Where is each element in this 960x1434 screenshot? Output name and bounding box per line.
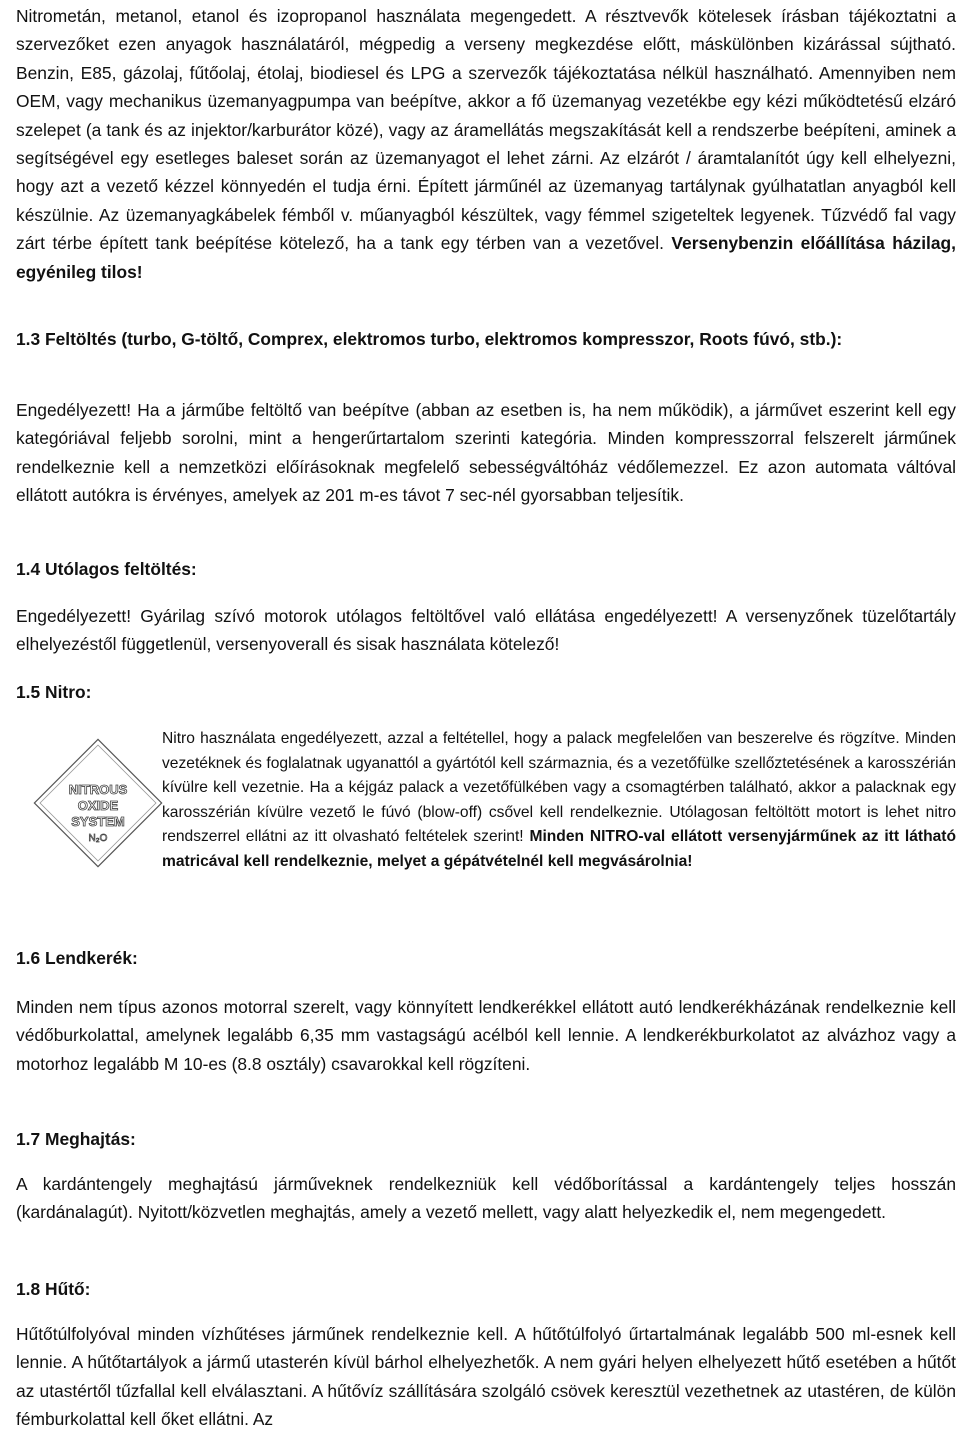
sticker-text-line-4: N₂O [88,833,108,844]
section-1-7-paragraph: A kardántengely meghajtású járműveknek rendelkezniük kell védőborítással a kardántengely teljes hosszán (kardánalagút). Nyitott/közvetlen meghajtás, amely a vezető mellett, vagy alatt helyezkedik el, nem megengedett. [16,1174,956,1223]
section-1-3-heading: 1.3 Feltöltés (turbo, G-töltő, Comprex, elektromos turbo, elektromos kompresszor, Roots fúvó, stb.): [16,329,843,349]
section-1-7-heading: 1.7 Meghajtás: [16,1129,136,1149]
fuel-paragraph-text: Nitrometán, metanol, etanol és izopropanol használata megengedett. A résztvevők kötelesek írásban tájékoztatni a szervezőket ezen anyagok használatáról, mégpedig a verseny megkezdése előtt, máskülönben kizárással sújtható. Benzin, E85, gázolaj, fűtőolaj, étolaj, biodiesel és LPG a szervezők tájékoztatása nélkül használható. Amennyiben nem OEM, vagy mechanikus üzemanyagpumpa van beépítve, akkor a fő üzemanyag vezetékbe egy kézi működtetésű elzáró szelepet (a tank és az injektor/karburátor közé), vagy az áramellátás megszakítását kell a rendszerbe beépíteni, aminek a segítségével egy esetleges baleset során az üzemanyagot el lehet zárni. Az elzárót / áramtalanítót úgy kell elhelyezni, hogy azt a vezető kézzel könnyedén el tudja érni. Épített járműnél az üzemanyag tartálynak gyúlhatatlan anyagból kell készülnie. Az üzemanyagkábelek fémből v. műanyagból készültek, vagy fémmel szigeteltek legyenek. Tűzvédő fal vagy zárt térbe épített tank beépítése kötelező, ha a tank egy térben van a vezetővel. [16,6,956,254]
section-1-6-paragraph: Minden nem típus azonos motorral szerelt, vagy könnyített lendkerékkel ellátott autó lendkerékházának rendelkeznie kell védőburkolattal, amelynek legalább 6,35 mm vastagságú acélból kell lennie. A lendkerékburkolatot az alvázhoz vagy a motorhoz legalább M 10-es (8.8 osztály) csavarokkal kell rögzíteni. [16,997,956,1074]
section-1-8-paragraph: Hűtőtúlfolyóval minden vízhűtéses járműnek rendelkeznie kell. A hűtőtúlfolyó űrtartalmának legalább 500 ml-esnek kell lennie. A hűtőtartályok a jármű utasterén kívül bárhol elhelyezhetők. A nem gyári helyen elhelyezett hűtő esetében a hűtőt az utastértől tűzfallal kell elválasztani. A hűtővíz szállítására szolgáló csövek keresztül vezethetnek az utastéren, de külön fémburkolattal kell őket ellátni. Az [16,1324,956,1430]
fuel-paragraph [16,2,956,286]
section-1-5-heading: 1.5 Nitro: [16,682,92,702]
section-1-6-heading: 1.6 Lendkerék: [16,948,138,968]
fuel-paragraph-bold-warning: Versenybenzin előállítása házilag, egyénileg tilos! [16,233,956,282]
sticker-text-line-1: NITROUS [68,782,128,797]
section-1-3-paragraph: Engedélyezett! Ha a járműbe feltöltő van beépítve (abban az esetben is, ha nem működik), a járművet eszerint kell egy kategóriával feljebb sorolni, mint a hengerűrtartalom szerinti kategória. Minden kompresszorral felszerelt járműnek rendelkeznie kell a nemzetközi előírásoknak megfelelő sebességváltóház védőlemezzel. Ez azon automata váltóval ellátott autókra is érvényes, amelyek az 201 m-es távot 7 sec-nél gyorsabban teljesítik. [16,400,956,506]
nitrous-oxide-system-sticker-image [32,738,164,868]
section-1-5-text: Nitro használata engedélyezett, azzal a feltétellel, hogy a palack megfelelően van beszerelve és rögzítve. Minden vezetéknek és foglalatnak ugyanattól a gyártótól kell származnia, és a vezetőfülke szellőztetésének a karosszérián kívülre kell vezetnie. Ha a kéjgáz palack a vezetőfülkében vagy a csomagtérben található, akkor a palacknak egy karosszérián kívülre vezető le fúvó (blow-off) csővel kell rendelkeznie. Utólagosan feltöltött motort is lehet nitro rendszerrel ellátni az itt olvasható feltételek szerint! [162,730,956,846]
section-1-5-bold-notice: Minden NITRO-val ellátott versenyjárműnek az itt látható matricával kell rendelkeznie, melyet a gépátvételnél kell megvásárolnia! [162,828,956,870]
section-1-4-heading: 1.4 Utólagos feltöltés: [16,559,197,579]
section-1-4-paragraph: Engedélyezett! Gyárilag szívó motorok utólagos feltöltővel való ellátása engedélyezett! A versenyzőnek tüzelőtartály elhelyezéstől függetlenül, versenyoverall és sisak használata kötelező! [16,606,956,655]
section-1-5-paragraph [162,727,956,875]
section-1-8-heading: 1.8 Hűtő: [16,1279,91,1299]
sticker-text-line-2: OXIDE [77,798,119,813]
sticker-text-line-3: SYSTEM [71,814,125,829]
